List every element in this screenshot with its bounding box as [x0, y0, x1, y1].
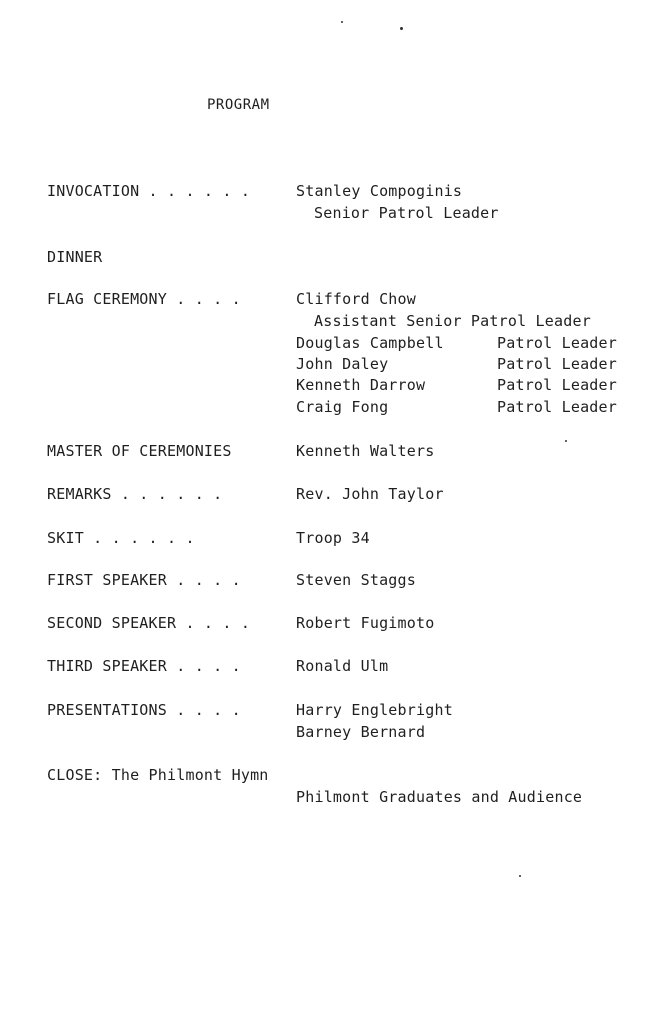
flag-ceremony-member-role: Patrol Leader: [497, 355, 617, 373]
third-speaker-label: THIRD SPEAKER . . . .: [47, 657, 241, 675]
flag-ceremony-member-name: Kenneth Darrow: [296, 376, 426, 394]
second-speaker-name: Robert Fugimoto: [296, 614, 435, 632]
dinner-label: DINNER: [47, 248, 103, 266]
invocation-role: Senior Patrol Leader: [314, 204, 499, 222]
flag-ceremony-member-role: Patrol Leader: [497, 334, 617, 352]
presentations-name: Barney Bernard: [296, 723, 426, 741]
close-label: CLOSE: The Philmont Hymn: [47, 766, 269, 784]
first-speaker-label: FIRST SPEAKER . . . .: [47, 571, 241, 589]
master-of-ceremonies-label: MASTER OF CEREMONIES: [47, 442, 232, 460]
second-speaker-label: SECOND SPEAKER . . . .: [47, 614, 251, 632]
skit-label: SKIT . . . . . .: [47, 529, 195, 547]
scan-speck: [565, 440, 567, 442]
first-speaker-name: Steven Staggs: [296, 571, 416, 589]
invocation-name: Stanley Compoginis: [296, 182, 463, 200]
master-of-ceremonies-name: Kenneth Walters: [296, 442, 435, 460]
scan-speck: [400, 27, 403, 30]
close-performers: Philmont Graduates and Audience: [296, 788, 583, 806]
skit-name: Troop 34: [296, 529, 370, 547]
third-speaker-name: Ronald Ulm: [296, 657, 389, 675]
presentations-name: Harry Englebright: [296, 701, 453, 719]
presentations-label: PRESENTATIONS . . . .: [47, 701, 241, 719]
scan-speck: [519, 875, 521, 877]
scan-speck: [341, 21, 343, 23]
remarks-label: REMARKS . . . . . .: [47, 485, 223, 503]
page-title: PROGRAM: [207, 97, 270, 113]
flag-ceremony-member-role: Patrol Leader: [497, 376, 617, 394]
flag-ceremony-member-name: Craig Fong: [296, 398, 389, 416]
flag-ceremony-leader-role: Assistant Senior Patrol Leader: [314, 312, 591, 330]
remarks-name: Rev. John Taylor: [296, 485, 444, 503]
flag-ceremony-member-name: John Daley: [296, 355, 389, 373]
flag-ceremony-member-name: Douglas Campbell: [296, 334, 444, 352]
flag-ceremony-label: FLAG CEREMONY . . . .: [47, 290, 241, 308]
flag-ceremony-leader-name: Clifford Chow: [296, 290, 416, 308]
flag-ceremony-member-role: Patrol Leader: [497, 398, 617, 416]
invocation-label: INVOCATION . . . . . .: [47, 182, 251, 200]
